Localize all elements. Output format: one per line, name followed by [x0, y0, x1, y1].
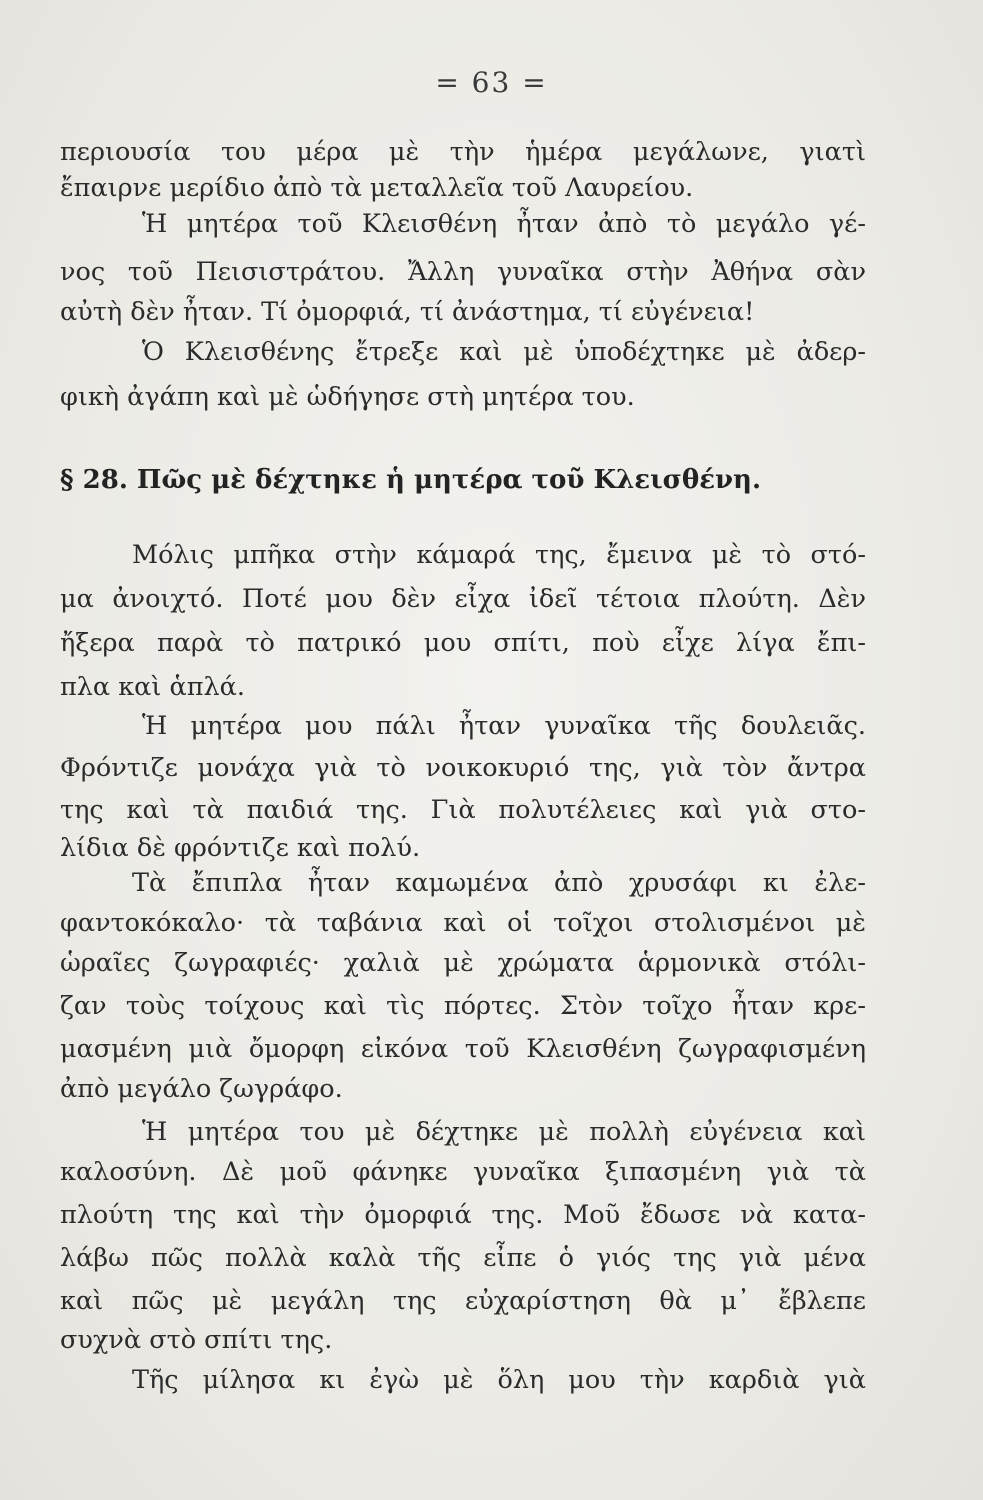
text-line: συχνὰ στὸ σπίτι της.: [60, 1325, 333, 1355]
text-line: ὡραῖες ζωγραφιές· χαλιὰ μὲ χρώματα ἁρμονικὰ στόλι-: [60, 948, 866, 978]
text-line: Φρόντιζε μονάχα γιὰ τὸ νοικοκυριό της, γιὰ τὸν ἄντρα: [60, 753, 866, 783]
text-line: Τῆς μίλησα κι ἐγὼ μὲ ὅλη μου τὴν καρδιὰ γιὰ: [132, 1365, 866, 1395]
text-line: Ἡ μητέρα του μὲ δέχτηκε μὲ πολλὴ εὐγένεια καὶ: [142, 1117, 866, 1147]
text-line: νος τοῦ Πεισιστράτου. Ἄλλη γυναῖκα στὴν Ἀθήνα σὰν: [60, 257, 866, 287]
text-line: ζαν τοὺς τοίχους καὶ τὶς πόρτες. Στὸν τοῖχο ἦταν κρε-: [60, 991, 866, 1021]
text-line: περιουσία του μέρα μὲ τὴν ἡμέρα μεγάλωνε, γιατὶ: [60, 137, 866, 167]
text-line: Ἡ μητέρα μου πάλι ἦταν γυναῖκα τῆς δουλειᾶς.: [142, 711, 866, 741]
text-line: μασμένη μιὰ ὄμορφη εἰκόνα τοῦ Κλεισθένη ζωγραφισμένη: [60, 1034, 866, 1064]
text-line: φαντοκόκαλο· τὰ ταβάνια καὶ οἱ τοῖχοι στολισμένοι μὲ: [60, 908, 866, 938]
text-line: ἀπὸ μεγάλο ζωγράφο.: [60, 1074, 343, 1104]
text-line: καὶ πῶς μὲ μεγάλη της εὐχαρίστηση θὰ μ᾽ ἔβλεπε: [60, 1286, 866, 1316]
section-heading: § 28. Πῶς μὲ δέχτηκε ἡ μητέρα τοῦ Κλεισθένη.: [60, 465, 761, 495]
text-line: αὐτὴ δὲν ἦταν. Τί ὀμορφιά, τί ἀνάστημα, τί εὐγένεια!: [60, 297, 755, 327]
text-line: ἔπαιρνε μερίδιο ἀπὸ τὰ μεταλλεῖα τοῦ Λαυρείου.: [60, 173, 694, 203]
text-line: Μόλις μπῆκα στὴν κάμαρά της, ἔμεινα μὲ τὸ στό-: [132, 540, 866, 570]
text-line: Τὰ ἔπιπλα ἦταν καμωμένα ἀπὸ χρυσάφι κι ἐλε-: [132, 868, 866, 898]
text-line: Ἡ μητέρα τοῦ Κλεισθένη ἦταν ἀπὸ τὸ μεγάλο γέ-: [142, 209, 866, 239]
text-line: λάβω πῶς πολλὰ καλὰ τῆς εἶπε ὁ γιός της γιὰ μένα: [60, 1243, 866, 1273]
text-line: πλα καὶ ἁπλά.: [60, 672, 245, 702]
page-number: = 63 =: [435, 66, 548, 99]
text-line: της καὶ τὰ παιδιά της. Γιὰ πολυτέλειες καὶ γιὰ στο-: [60, 795, 866, 825]
text-line: Ὁ Κλεισθένης ἔτρεξε καὶ μὲ ὑποδέχτηκε μὲ ἀδερ-: [142, 337, 866, 367]
text-line: πλούτη της καὶ τὴν ὀμορφιά της. Μοῦ ἔδωσε νὰ κατα-: [60, 1200, 866, 1230]
text-line: φικὴ ἀγάπη καὶ μὲ ὡδήγησε στὴ μητέρα του.: [60, 382, 635, 412]
text-line: μα ἀνοιχτό. Ποτέ μου δὲν εἶχα ἰδεῖ τέτοια πλούτη. Δὲν: [60, 584, 866, 614]
text-line: ἤξερα παρὰ τὸ πατρικό μου σπίτι, ποὺ εἶχε λίγα ἔπι-: [60, 628, 866, 658]
text-line: λίδια δὲ φρόντιζε καὶ πολύ.: [60, 833, 421, 863]
text-line: καλοσύνη. Δὲ μοῦ φάνηκε γυναῖκα ξιπασμένη γιὰ τὰ: [60, 1157, 866, 1187]
